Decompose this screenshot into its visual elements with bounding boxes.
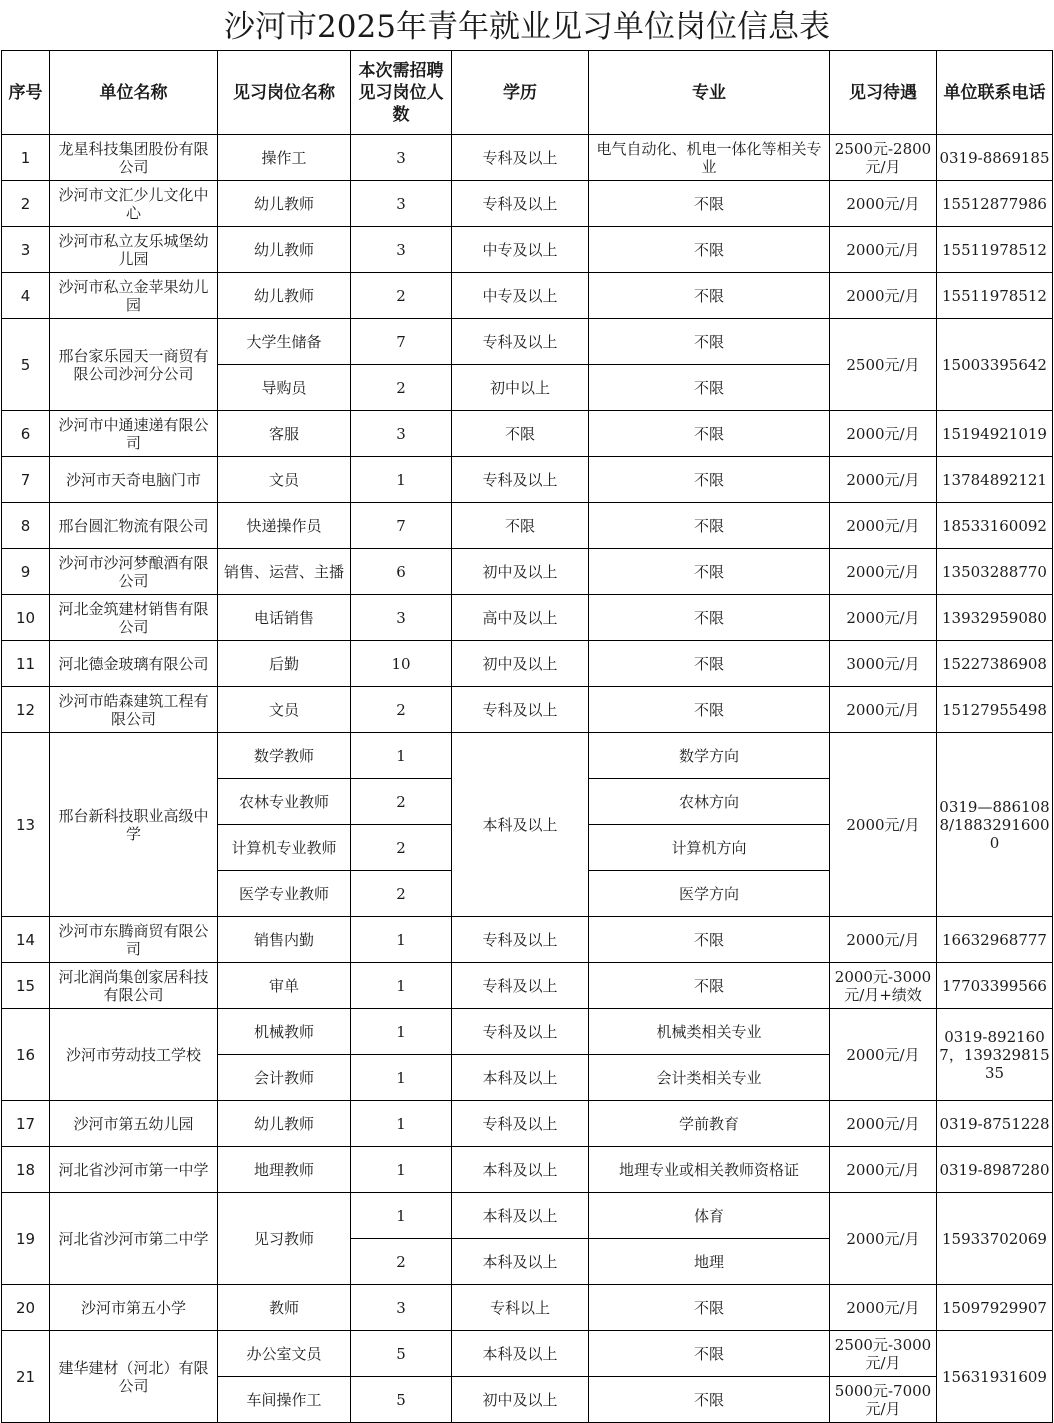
table-row: [2, 457, 1053, 503]
major-requirement: 不限: [589, 1377, 830, 1423]
internship-wage: 2500元/月: [830, 319, 937, 411]
contact-phone: 13503288770: [937, 549, 1053, 595]
position-name: 电话销售: [218, 595, 351, 641]
position-name: 文员: [218, 687, 351, 733]
row-number: 17: [2, 1101, 50, 1147]
position-name: 会计教师: [218, 1055, 351, 1101]
major-requirement: 计算机方向: [589, 825, 830, 871]
education-requirement: 不限: [452, 411, 589, 457]
position-count: 10: [351, 641, 452, 687]
internship-positions-table: [1, 50, 1053, 1423]
row-number: 21: [2, 1331, 50, 1423]
major-requirement: 医学方向: [589, 871, 830, 917]
table-row: [2, 319, 1053, 365]
table-row: [2, 595, 1053, 641]
position-count: 1: [351, 457, 452, 503]
table-row: [2, 963, 1053, 1009]
internship-wage: 2000元/月: [830, 1101, 937, 1147]
contact-phone: 15127955498: [937, 687, 1053, 733]
education-requirement: 专科及以上: [452, 135, 589, 181]
header-phone: 单位联系电话: [937, 51, 1053, 135]
row-number: 20: [2, 1285, 50, 1331]
internship-wage: 2500元-3000元/月: [830, 1331, 937, 1377]
unit-name: 龙星科技集团股份有限公司: [50, 135, 218, 181]
position-name: 文员: [218, 457, 351, 503]
major-requirement: 不限: [589, 319, 830, 365]
contact-phone: 15631931609: [937, 1331, 1053, 1423]
major-requirement: 会计类相关专业: [589, 1055, 830, 1101]
header-unit: 单位名称: [50, 51, 218, 135]
table-row: [2, 1331, 1053, 1377]
position-count: 3: [351, 227, 452, 273]
education-requirement: 初中及以上: [452, 641, 589, 687]
unit-name: 河北润尚集创家居科技有限公司: [50, 963, 218, 1009]
internship-wage: 2000元/月: [830, 227, 937, 273]
contact-phone: 0319-8921607，13932981535: [937, 1009, 1053, 1101]
unit-name: 沙河市第五幼儿园: [50, 1101, 218, 1147]
document-title: 沙河市2025年青年就业见习单位岗位信息表: [224, 9, 830, 45]
table-row: [2, 227, 1053, 273]
table-row: [2, 641, 1053, 687]
row-number: 1: [2, 135, 50, 181]
major-requirement: 地理专业或相关教师资格证: [589, 1147, 830, 1193]
position-count: 1: [351, 1101, 452, 1147]
education-requirement: 专科及以上: [452, 457, 589, 503]
unit-name: 河北德金玻璃有限公司: [50, 641, 218, 687]
education-requirement: 专科及以上: [452, 917, 589, 963]
position-count: 1: [351, 963, 452, 1009]
contact-phone: 15511978512: [937, 227, 1053, 273]
position-count: 3: [351, 595, 452, 641]
education-requirement: 本科及以上: [452, 1331, 589, 1377]
unit-name: 邢台家乐园天一商贸有限公司沙河分公司: [50, 319, 218, 411]
position-name: 操作工: [218, 135, 351, 181]
education-requirement: 本科及以上: [452, 1193, 589, 1239]
unit-name: 沙河市劳动技工学校: [50, 1009, 218, 1101]
education-requirement: 不限: [452, 503, 589, 549]
position-name: 导购员: [218, 365, 351, 411]
row-number: 12: [2, 687, 50, 733]
table-row: [2, 1147, 1053, 1193]
contact-phone: 0319-8751228: [937, 1101, 1053, 1147]
unit-name: 沙河市皓森建筑工程有限公司: [50, 687, 218, 733]
table-row: [2, 1285, 1053, 1331]
position-name: 幼儿教师: [218, 273, 351, 319]
major-requirement: 不限: [589, 549, 830, 595]
major-requirement: 电气自动化、机电一体化等相关专业: [589, 135, 830, 181]
internship-wage: 2000元-3000元/月+绩效: [830, 963, 937, 1009]
major-requirement: 体育: [589, 1193, 830, 1239]
position-count: 2: [351, 273, 452, 319]
row-number: 6: [2, 411, 50, 457]
position-name: 机械教师: [218, 1009, 351, 1055]
position-name: 审单: [218, 963, 351, 1009]
contact-phone: 15194921019: [937, 411, 1053, 457]
row-number: 3: [2, 227, 50, 273]
unit-name: 河北金筑建材销售有限公司: [50, 595, 218, 641]
row-number: 4: [2, 273, 50, 319]
internship-wage: 5000元-7000元/月: [830, 1377, 937, 1423]
education-requirement: 专科及以上: [452, 181, 589, 227]
position-count: 1: [351, 1147, 452, 1193]
table-row: [2, 733, 1053, 779]
position-name: 快递操作员: [218, 503, 351, 549]
table-row: [2, 411, 1053, 457]
header-education: 学历: [452, 51, 589, 135]
internship-wage: 2000元/月: [830, 595, 937, 641]
major-requirement: 不限: [589, 1331, 830, 1377]
position-count: 2: [351, 779, 452, 825]
internship-wage: 2000元/月: [830, 1193, 937, 1285]
education-requirement: 专科以上: [452, 1285, 589, 1331]
major-requirement: 不限: [589, 411, 830, 457]
education-requirement: 中专及以上: [452, 227, 589, 273]
position-name: 车间操作工: [218, 1377, 351, 1423]
internship-wage: 2000元/月: [830, 549, 937, 595]
internship-wage: 2000元/月: [830, 687, 937, 733]
major-requirement: 不限: [589, 963, 830, 1009]
education-requirement: 专科及以上: [452, 1009, 589, 1055]
table-row: [2, 1009, 1053, 1055]
education-requirement: 中专及以上: [452, 273, 589, 319]
major-requirement: 不限: [589, 1285, 830, 1331]
row-number: 9: [2, 549, 50, 595]
row-number: 2: [2, 181, 50, 227]
table-row: [2, 1101, 1053, 1147]
major-requirement: 不限: [589, 365, 830, 411]
table-row: [2, 273, 1053, 319]
position-name: 大学生储备: [218, 319, 351, 365]
unit-name: 沙河市私立金苹果幼儿园: [50, 273, 218, 319]
position-name: 医学专业教师: [218, 871, 351, 917]
major-requirement: 地理: [589, 1239, 830, 1285]
position-count: 7: [351, 503, 452, 549]
internship-wage: 3000元/月: [830, 641, 937, 687]
internship-wage: 2000元/月: [830, 733, 937, 917]
unit-name: 邢台新科技职业高级中学: [50, 733, 218, 917]
unit-name: 沙河市东腾商贸有限公司: [50, 917, 218, 963]
education-requirement: 专科及以上: [452, 1101, 589, 1147]
major-requirement: 不限: [589, 687, 830, 733]
internship-wage: 2000元/月: [830, 181, 937, 227]
row-number: 14: [2, 917, 50, 963]
unit-name: 沙河市第五小学: [50, 1285, 218, 1331]
contact-phone: 13784892121: [937, 457, 1053, 503]
row-number: 8: [2, 503, 50, 549]
position-count: 5: [351, 1331, 452, 1377]
contact-phone: 18533160092: [937, 503, 1053, 549]
contact-phone: 0319-8987280: [937, 1147, 1053, 1193]
major-requirement: 不限: [589, 595, 830, 641]
position-count: 1: [351, 1055, 452, 1101]
position-name: 农林专业教师: [218, 779, 351, 825]
contact-phone: 15227386908: [937, 641, 1053, 687]
contact-phone: 15512877986: [937, 181, 1053, 227]
education-requirement: 高中及以上: [452, 595, 589, 641]
contact-phone: 16632968777: [937, 917, 1053, 963]
position-name: 幼儿教师: [218, 1101, 351, 1147]
position-count: 1: [351, 733, 452, 779]
position-name: 计算机专业教师: [218, 825, 351, 871]
unit-name: 沙河市中通速递有限公司: [50, 411, 218, 457]
position-name: 幼儿教师: [218, 227, 351, 273]
position-count: 2: [351, 365, 452, 411]
contact-phone: 0319—8861088/18832916000: [937, 733, 1053, 917]
education-requirement: 初中以上: [452, 365, 589, 411]
table-row: [2, 503, 1053, 549]
internship-wage: 2000元/月: [830, 1009, 937, 1101]
position-count: 2: [351, 687, 452, 733]
table-row: [2, 181, 1053, 227]
row-number: 5: [2, 319, 50, 411]
position-count: 1: [351, 1193, 452, 1239]
position-count: 2: [351, 1239, 452, 1285]
position-name: 办公室文员: [218, 1331, 351, 1377]
internship-wage: 2000元/月: [830, 457, 937, 503]
major-requirement: 不限: [589, 227, 830, 273]
header-no: 序号: [2, 51, 50, 135]
education-requirement: 初中及以上: [452, 1377, 589, 1423]
major-requirement: 农林方向: [589, 779, 830, 825]
major-requirement: 机械类相关专业: [589, 1009, 830, 1055]
major-requirement: 不限: [589, 917, 830, 963]
position-count: 6: [351, 549, 452, 595]
education-requirement: 本科及以上: [452, 1239, 589, 1285]
position-name: 后勤: [218, 641, 351, 687]
major-requirement: 不限: [589, 503, 830, 549]
position-count: 3: [351, 1285, 452, 1331]
row-number: 7: [2, 457, 50, 503]
education-requirement: 本科及以上: [452, 1147, 589, 1193]
row-number: 18: [2, 1147, 50, 1193]
education-requirement: 专科及以上: [452, 687, 589, 733]
position-count: 1: [351, 917, 452, 963]
contact-phone: 15003395642: [937, 319, 1053, 411]
position-count: 3: [351, 181, 452, 227]
major-requirement: 不限: [589, 273, 830, 319]
education-requirement: 专科及以上: [452, 963, 589, 1009]
position-name: 销售、运营、主播: [218, 549, 351, 595]
unit-name: 沙河市文汇少儿文化中心: [50, 181, 218, 227]
row-number: 10: [2, 595, 50, 641]
table-row: [2, 1193, 1053, 1239]
major-requirement: 不限: [589, 457, 830, 503]
table-row: [2, 687, 1053, 733]
position-count: 3: [351, 135, 452, 181]
row-number: 19: [2, 1193, 50, 1285]
header-wage: 见习待遇: [830, 51, 937, 135]
internship-wage: 2500元-2800元/月: [830, 135, 937, 181]
row-number: 15: [2, 963, 50, 1009]
unit-name: 沙河市天奇电脑门市: [50, 457, 218, 503]
contact-phone: 15097929907: [937, 1285, 1053, 1331]
position-count: 3: [351, 411, 452, 457]
education-requirement: 初中及以上: [452, 549, 589, 595]
internship-wage: 2000元/月: [830, 273, 937, 319]
unit-name: 河北省沙河市第一中学: [50, 1147, 218, 1193]
row-number: 11: [2, 641, 50, 687]
unit-name: 河北省沙河市第二中学: [50, 1193, 218, 1285]
unit-name: 邢台圆汇物流有限公司: [50, 503, 218, 549]
major-requirement: 不限: [589, 641, 830, 687]
position-count: 2: [351, 825, 452, 871]
table-body: [2, 135, 1053, 1423]
position-name: 幼儿教师: [218, 181, 351, 227]
header-row: [2, 51, 1053, 135]
header-major: 专业: [589, 51, 830, 135]
position-count: 7: [351, 319, 452, 365]
internship-wage: 2000元/月: [830, 917, 937, 963]
unit-name: 沙河市私立友乐城堡幼儿园: [50, 227, 218, 273]
education-requirement: 专科及以上: [452, 319, 589, 365]
internship-wage: 2000元/月: [830, 1285, 937, 1331]
table-row: [2, 549, 1053, 595]
education-requirement: 本科及以上: [452, 1055, 589, 1101]
table-row: [2, 917, 1053, 963]
header-count: 本次需招聘见习岗位人数: [351, 51, 452, 135]
major-requirement: 学前教育: [589, 1101, 830, 1147]
unit-name: 建华建材（河北）有限公司: [50, 1331, 218, 1423]
header-position: 见习岗位名称: [218, 51, 351, 135]
row-number: 13: [2, 733, 50, 917]
internship-wage: 2000元/月: [830, 1147, 937, 1193]
row-number: 16: [2, 1009, 50, 1101]
contact-phone: 0319-8869185: [937, 135, 1053, 181]
unit-name: 沙河市沙河梦酿酒有限公司: [50, 549, 218, 595]
position-name: 教师: [218, 1285, 351, 1331]
position-name: 数学教师: [218, 733, 351, 779]
position-count: 5: [351, 1377, 452, 1423]
position-name: 地理教师: [218, 1147, 351, 1193]
position-name: 见习教师: [218, 1193, 351, 1285]
position-name: 销售内勤: [218, 917, 351, 963]
major-requirement: 不限: [589, 181, 830, 227]
contact-phone: 15933702069: [937, 1193, 1053, 1285]
position-count: 2: [351, 871, 452, 917]
education-requirement: 本科及以上: [452, 733, 589, 917]
internship-wage: 2000元/月: [830, 411, 937, 457]
major-requirement: 数学方向: [589, 733, 830, 779]
contact-phone: 15511978512: [937, 273, 1053, 319]
contact-phone: 13932959080: [937, 595, 1053, 641]
internship-wage: 2000元/月: [830, 503, 937, 549]
position-name: 客服: [218, 411, 351, 457]
contact-phone: 17703399566: [937, 963, 1053, 1009]
table-row: [2, 135, 1053, 181]
position-count: 1: [351, 1009, 452, 1055]
